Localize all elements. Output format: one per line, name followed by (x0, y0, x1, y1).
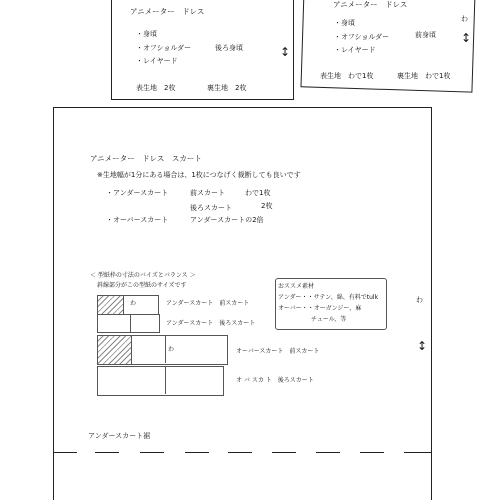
diagram-wa-1: わ (130, 300, 137, 307)
diagram-under-front-hatched (97, 295, 125, 315)
hem-dash (404, 452, 431, 453)
card2-wa: わ (461, 15, 468, 23)
rec-title: おススメ素材 (278, 283, 315, 290)
rec-line-1: アンダー・・サテン、綿、有料でtulk (278, 294, 379, 301)
skirt-sheet-border-top (53, 107, 431, 108)
hem-dash (185, 452, 209, 453)
diagram-under-back-right (130, 314, 160, 333)
rec-line-3: チュール、等 (311, 316, 347, 323)
hem-dash (53, 452, 77, 453)
card1-grain-arrow: ↕ (280, 45, 291, 59)
hem-dash (95, 452, 119, 453)
diagram-row1-label: アンダースカート 前スカート (166, 300, 250, 307)
card2-item-off-shoulder: ・オフショルダー (334, 33, 390, 41)
sheet-wa-right: わ (416, 296, 423, 304)
rec-line-2: オーバー・・オーガンジー、麻 (278, 305, 362, 312)
card2-fabric-lining: 裏生地 わで1枚 (397, 72, 451, 80)
card2-fabric-main: 表生地 わで1枚 (320, 72, 374, 80)
diagram-row4-label: オ バ スカ ト 後ろスカート (236, 377, 314, 384)
card2-item-bodice: ・身頃 (334, 19, 355, 27)
diagram-over-back-left (97, 366, 224, 396)
sheet-back-skirt: 後ろスカート (190, 204, 232, 212)
diagram-under-back-left (97, 314, 132, 333)
sheet-over-skirt-desc: アンダースカートの2倍 (190, 216, 264, 224)
card1-fabric-lining: 裏生地 2枚 (207, 84, 247, 92)
diagram-wa-2: わ (168, 346, 175, 353)
sheet-note: ※生地幅が1分にある場合は、1枚につなげく裁断しても良いです (97, 171, 301, 179)
sheet-two-sheets: 2枚 (261, 202, 273, 210)
sheet-guide-heading: ＜ 型紙枠の寸法のバイズとバランス ＞ (90, 272, 196, 279)
sheet-guide-sub: 斜線部分がこの型紙のサイズです (97, 282, 187, 289)
card1-back-body: 後ろ身頃 (215, 44, 243, 52)
hem-dash (140, 452, 164, 453)
sheet-under-skirt: ・アンダースカート (106, 189, 169, 197)
hem-dash (228, 452, 252, 453)
card2-front-body: 前身頃 (415, 31, 436, 39)
diagram-over-front-hatched (97, 335, 133, 365)
skirt-sheet-border-right (431, 107, 432, 500)
hem-dash (316, 452, 340, 453)
diagram-over-front-box (131, 335, 228, 365)
hem-dash (360, 452, 384, 453)
diagram-row2-label: アンダースカート 後ろスカート (166, 320, 256, 327)
card2-grain-arrow: ↕ (461, 31, 472, 45)
card1-item-off-shoulder: ・オフショルダー (136, 44, 192, 52)
sheet-title: アニメーター ドレス スカート (90, 154, 202, 163)
card1-item-bodice: ・身頃 (136, 30, 157, 38)
diagram-row3-label: オーバースカート 前スカート (236, 348, 320, 355)
card1-title: アニメーター ドレス (130, 7, 205, 16)
sheet-wa-one: わで1枚 (245, 189, 271, 197)
card2-title: アニメーター ドレス (333, 0, 408, 9)
diagram-under-front-box (123, 295, 159, 315)
sheet-over-skirt: ・オーバースカート (106, 216, 169, 224)
card2-item-layered: ・レイヤード (334, 46, 376, 54)
skirt-sheet-border-left (53, 107, 54, 500)
diagram-over-front-divider (165, 335, 166, 363)
card1-item-layered: ・レイヤード (136, 57, 178, 65)
diagram-over-back-divider (165, 366, 166, 394)
sheet-hem-label: アンダースカート裾 (88, 432, 151, 440)
hem-dash (272, 452, 296, 453)
sheet-grain-arrow: ↕ (417, 339, 428, 353)
card1-fabric-main: 表生地 2枚 (136, 84, 176, 92)
sheet-front-skirt: 前スカート (190, 189, 225, 197)
